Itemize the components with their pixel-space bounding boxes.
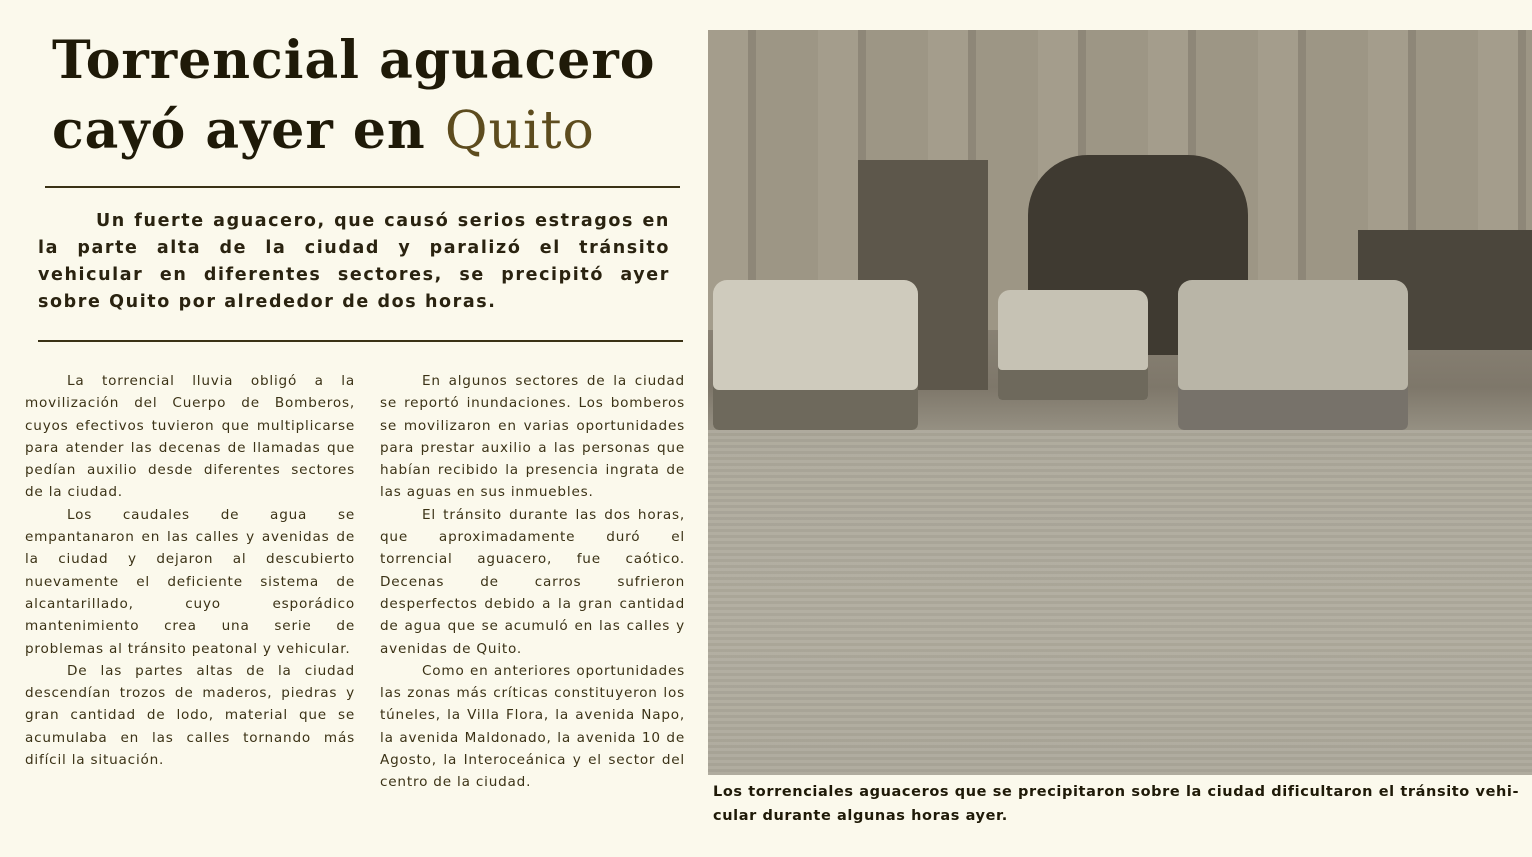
article-column-2 [380, 370, 685, 794]
article-column-1 [25, 370, 355, 771]
car-middle [998, 290, 1148, 400]
car-left [713, 280, 918, 430]
paragraph: La torrencial lluvia obligó a la movilización del Cuerpo de Bomberos, cuyos efectivos tuvieron que multiplicarse para atender las decenas de llamadas que pedían auxilio desde diferentes sectores de la ciudad. [25, 373, 355, 501]
car-right [1178, 280, 1408, 430]
paragraph: El tránsito durante las dos horas, que aproximadamente duró el torrencial aguacero, fue caótico. Decenas de carros sufrieron desperfectos debido a la gran cantidad de agua que se acumuló en las calles y avenidas de Quito. [380, 506, 685, 657]
caption-line-1: Los torrenciales aguaceros que se precipitaron sobre la ciudad dificultaron el tránsito vehi- [713, 784, 1520, 800]
headline [52, 26, 692, 166]
paragraph: De las partes altas de la ciudad descendían trozos de maderos, piedras y gran cantidad de lodo, material que se acumulaba en las calles tornando más difícil la situación. [25, 662, 355, 769]
photo-caption [713, 780, 1532, 828]
news-photo-flooded-street [708, 30, 1532, 775]
headline-city: Quito [444, 101, 595, 161]
headline-line-2-prefix: cayó ayer en [52, 100, 426, 161]
headline-line-2 [52, 96, 692, 166]
flood-water [708, 430, 1532, 775]
divider-bottom [38, 340, 683, 342]
paragraph: Como en anteriores oportunidades las zonas más críticas constituyeron los túneles, la Villa Flora, la avenida Napo, la avenida Maldonado, la avenida 10 de Agosto, la Interoceánica y el sector del centro de la ciudad. [380, 662, 685, 791]
divider-top [45, 186, 680, 188]
paragraph: Los caudales de agua se empantanaron en las calles y avenidas de la ciudad y dejaron al descubierto nuevamente el deficiente sistema de alcantarillado, cuyo esporádico mantenimiento crea una serie de problemas al tránsito peatonal y vehicular. [25, 506, 355, 657]
paragraph: En algunos sectores de la ciudad se reportó inundaciones. Los bomberos se movilizaron en varias oportunidades para prestar auxilio a las personas que habían recibido la presencia ingrata de las aguas en sus inmuebles. [380, 373, 685, 501]
headline-line-1: Torrencial aguacero [52, 30, 656, 91]
lead-paragraph: Un fuerte aguacero, que causó serios estragos en la parte alta de la ciudad y paralizó el tránsito vehicular en diferentes sectores, se precipitó ayer sobre Quito por alrededor de dos horas. [38, 211, 670, 312]
caption-line-2: cular durante algunas horas ayer. [713, 808, 1008, 824]
